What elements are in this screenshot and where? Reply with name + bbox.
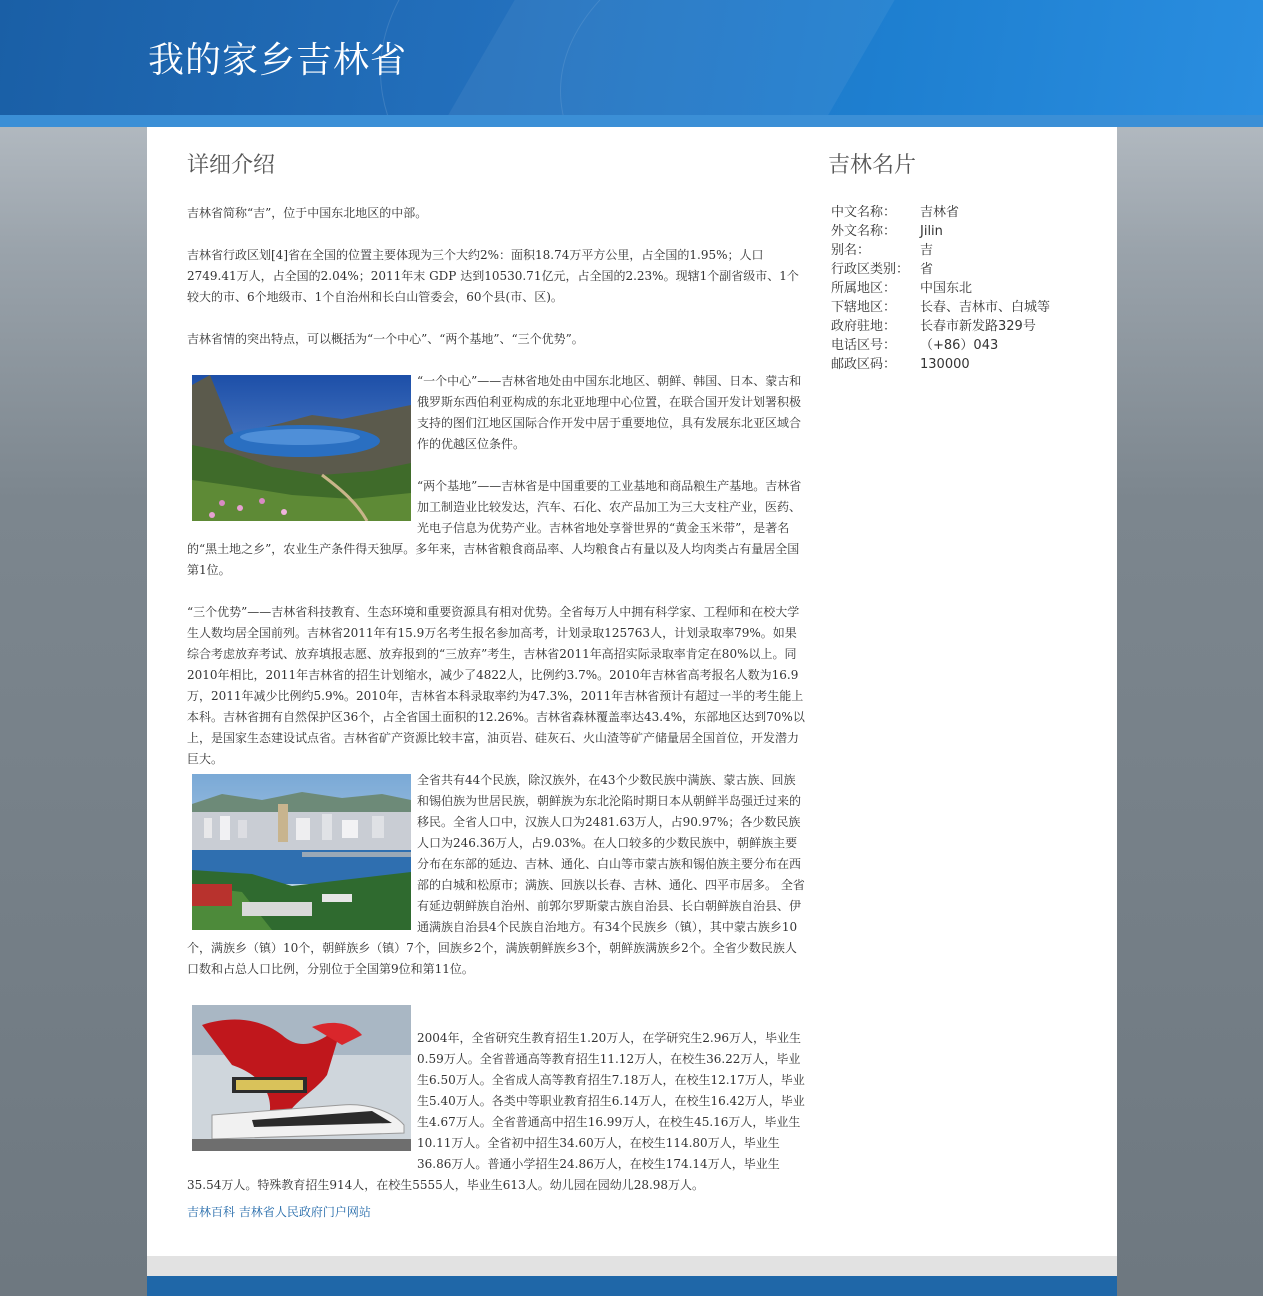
article-paragraph: 吉林省行政区划[4]省在全国的位置主要体现为三个大约2%：面积18.74万平方公里，占全国的1.95%；人口2749.41万人，占全国的2.04%；2011年末 GDP 达到10530.71亿元，占全国的2.23%。现辖1个副省级市、1个较大的市、6个地级市、1个自治州和长白山管委会，60个县(市、区)。 [187, 248, 799, 304]
profile-value: 吉林省 [920, 205, 960, 220]
profile-row [831, 241, 1088, 260]
profile-sidebar [828, 149, 1088, 374]
profile-value: 中国东北 [920, 281, 973, 296]
photo-train-sculpture [192, 1005, 411, 1151]
profile-key: 电话区号： [831, 338, 897, 353]
profile-row [831, 203, 1088, 222]
profile-key: 政府驻地： [831, 319, 897, 334]
photo-tianchi-lake [192, 375, 411, 521]
article-paragraph: “两个基地”——吉林省是中国重要的工业基地和商品粮生产基地。吉林省加工制造业比较发达，汽车、石化、农产品加工为三大支柱产业，医药、光电子信息为优势产业。吉林省地处享誉世界的“黄金玉米带”，是著名的“黑土地之乡”，农业生产条件得天独厚。多年来，吉林省粮食商品率、人均粮食占有量以及人均肉类占有量居全国第1位。 [187, 479, 802, 577]
profile-card [831, 203, 1088, 374]
content-container [147, 127, 1117, 1256]
profile-key: 行政区类别： [831, 262, 910, 277]
profile-value: 长春、吉林市、白城等 [920, 300, 1051, 315]
site-footer [147, 1276, 1117, 1296]
profile-value: 吉 [920, 243, 934, 258]
article-paragraph: “一个中心”——吉林省地处由中国东北地区、朝鲜、韩国、日本、蒙古和俄罗斯东西伯利亚构成的东北亚地理中心位置，在联合国开发计划署积极支持的图们江地区国际合作开发中居于重要地位，具有发展东北亚区域合作的优越区位条件。 [417, 374, 802, 451]
profile-key: 外文名称： [831, 224, 897, 239]
article-paragraph: “三个优势”——吉林省科技教育、生态环境和重要资源具有相对优势。全省每万人中拥有科学家、工程师和在校大学生人数均居全国前列。吉林省2011年有15.9万名考生报名参加高考，计划录取125763人，计划录取率79%。如果综合考虑放弃考试、放弃填报志愿、放弃报到的“三放弃”考生，吉林省2011年高招实际录取率肯定在80%以上。同2010年相比，2011年吉林省的招生计划缩水，减少了4822人，比例约3.7%。2010年吉林省高考报名人数为16.9万，2011年减少比例约5.9%。2010年，吉林省本科录取率约为47.3%，2011年吉林省预计有超过一半的考生能上本科。吉林省拥有自然保护区36个，占全省国土面积的12.26%。吉林省森林覆盖率达43.4%，东部地区达到70%以上，是国家生态建设试点省。吉林省矿产资源比较丰富，油页岩、硅灰石、火山渣等矿产储量居全国首位，开发潜力巨大。 [187, 605, 805, 766]
profile-key: 所属地区： [831, 281, 897, 296]
photo-city-river [192, 774, 411, 930]
profile-row [831, 355, 1088, 374]
profile-key: 下辖地区： [831, 300, 897, 315]
link-jilin-gov-portal[interactable]: 吉林省人民政府门户网站 [238, 1205, 371, 1219]
article-paragraph: 2004年，全省研究生教育招生1.20万人，在学研究生2.96万人，毕业生0.59万人。全省普通高等教育招生11.12万人，在校生36.22万人，毕业生6.50万人。全省成人高等教育招生7.18万人，在校生12.17万人，毕业生5.40万人。各类中等职业教育招生6.14万人，在校生16.42万人，毕业生4.67万人。全省普通高中招生16.99万人，在校生45.16万人，毕业生10.11万人。全省初中招生34.60万人，在校生114.80万人，毕业生36.86万人。普通小学招生24.86万人，在校生174.14万人，毕业生35.54万人。特殊教育招生914人，在校生5555人，毕业生613人。幼儿园在园幼儿28.98万人。 [187, 1031, 805, 1192]
profile-row [831, 260, 1088, 279]
main-article [187, 149, 807, 1223]
link-jilin-baike[interactable]: 吉林百科 [187, 1205, 236, 1219]
article-paragraph: 吉林省情的突出特点，可以概括为“一个中心”、“两个基地”、“三个优势”。 [187, 332, 584, 346]
profile-value: （+86）043 [920, 338, 999, 353]
header-bar [0, 115, 1263, 127]
profile-row [831, 298, 1088, 317]
header-arc [560, 0, 1263, 115]
profile-value: 长春市新发路329号 [920, 319, 1036, 334]
footer-divider [147, 1256, 1117, 1276]
related-links [187, 1202, 807, 1223]
article-paragraph: 全省共有44个民族，除汉族外，在43个少数民族中满族、蒙古族、回族和锡伯族为世居民族，朝鲜族为东北沦陷时期日本从朝鲜半岛强迁过来的移民。全省人口中，汉族人口为2481.63万人，占90.97%；各少数民族人口为246.36万人，占9.03%。在人口较多的少数民族中，朝鲜族主要分布在东部的延边、吉林、通化、白山等市蒙古族和锡伯族主要分布在西部的白城和松原市；满族、回族以长春、吉林、通化、四平市居多。 全省有延边朝鲜族自治州、前郭尔罗斯蒙古族自治县、长白朝鲜族自治县、伊通满族自治县4个民族自治地方。有34个民族乡（镇），其中蒙古族乡10个，满族乡（镇）10个，朝鲜族乡（镇）7个，回族乡2个，满族朝鲜族乡3个，朝鲜族满族乡2个。全省少数民族人口数和占总人口比例，分别位于全国第9位和第11位。 [187, 773, 805, 976]
profile-row [831, 317, 1088, 336]
site-header [0, 0, 1263, 115]
profile-row [831, 279, 1088, 298]
profile-value: 省 [920, 262, 934, 277]
profile-value: Jilin [920, 224, 943, 239]
profile-key: 邮政区码： [831, 357, 897, 372]
profile-key: 中文名称： [831, 205, 897, 220]
profile-row [831, 336, 1088, 355]
article-paragraph: 吉林省简称“吉”，位于中国东北地区的中部。 [187, 206, 428, 220]
article-heading: 详细介绍 [187, 153, 276, 178]
profile-key: 别名： [831, 243, 871, 258]
site-title: 我的家乡吉林省 [148, 40, 408, 81]
profile-row [831, 222, 1088, 241]
sidebar-heading: 吉林名片 [828, 153, 917, 178]
profile-value: 130000 [920, 357, 970, 372]
